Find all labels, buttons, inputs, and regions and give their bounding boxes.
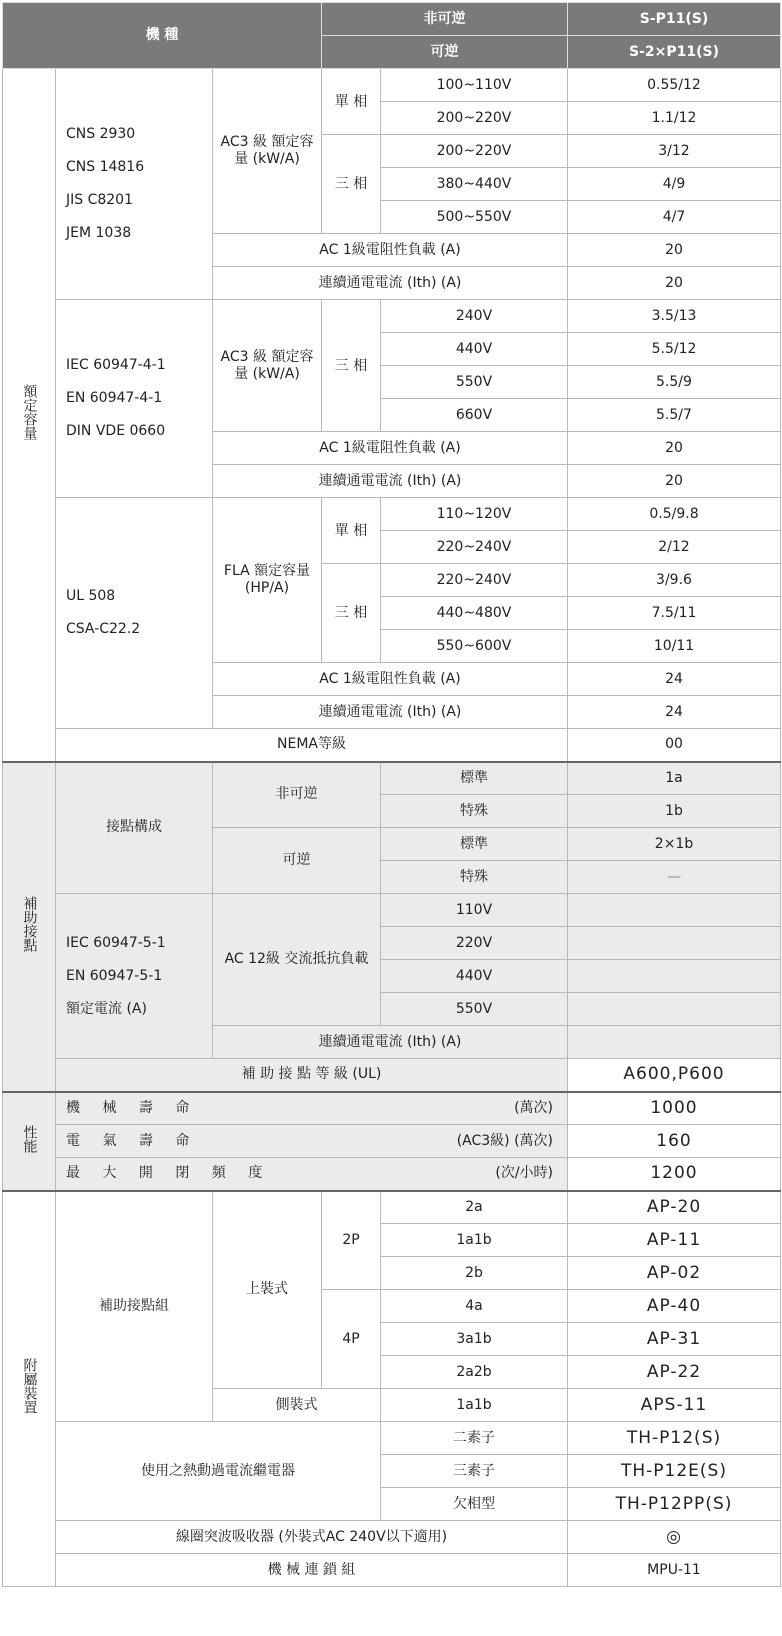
aux-contacts-text: 補助接點 xyxy=(21,896,38,952)
elec-life-label: 電 氣 壽 命 xyxy=(66,1132,199,1149)
value-cell: 10/11 xyxy=(568,630,781,663)
table-row xyxy=(3,762,781,795)
ith-label: 連續通電電流 (Ith) (A) xyxy=(213,696,568,729)
nema-value: 00 xyxy=(568,729,781,762)
value-cell: 5.5/9 xyxy=(568,366,781,399)
ac1-value: 24 xyxy=(568,663,781,696)
freq-cell xyxy=(56,1158,568,1191)
table-row xyxy=(3,69,781,102)
value-cell: 1b xyxy=(568,795,781,828)
aux-non-reversible-label: 非可逆 xyxy=(213,762,381,828)
value-cell xyxy=(568,894,781,927)
table-row xyxy=(3,1059,781,1092)
value-cell: 5.5/7 xyxy=(568,399,781,432)
voltage-cell: 660V xyxy=(381,399,568,432)
contact-config-label: 接點構成 xyxy=(56,762,213,894)
voltage-cell: 550V xyxy=(381,993,568,1026)
value-cell xyxy=(568,1026,781,1059)
ith-label: 連續通電電流 (Ith) (A) xyxy=(213,267,568,300)
voltage-cell: 110V xyxy=(381,894,568,927)
ith-label: 連續通電電流 (Ith) (A) xyxy=(213,465,568,498)
table-row xyxy=(3,300,781,333)
table-row xyxy=(3,1521,781,1554)
relay-model-cell: TH-P12E(S) xyxy=(568,1455,781,1488)
table-row xyxy=(3,1158,781,1191)
contact-cell: 1a1b xyxy=(381,1224,568,1257)
value-cell xyxy=(568,993,781,1026)
voltage-cell: 220~240V xyxy=(381,564,568,597)
freq-label: 最 大 開 閉 頻 度 xyxy=(66,1165,272,1182)
cns-standards xyxy=(56,69,213,300)
relay-model-cell: TH-P12(S) xyxy=(568,1422,781,1455)
surge-absorber-value: ◎ xyxy=(568,1521,781,1554)
contact-cell: 1a1b xyxy=(381,1389,568,1422)
ac1-value: 20 xyxy=(568,432,781,465)
mech-life-unit: (萬次) xyxy=(514,1099,553,1116)
rated-capacity-label xyxy=(3,69,56,762)
table-row xyxy=(3,1125,781,1158)
voltage-cell: 240V xyxy=(381,300,568,333)
performance-text: 性能 xyxy=(21,1124,38,1153)
aux-ith-label: 連續通電電流 (Ith) (A) xyxy=(213,1026,568,1059)
iec-standards xyxy=(56,300,213,498)
pole-2p-label: 2P xyxy=(322,1191,381,1290)
freq-value: 1200 xyxy=(568,1158,781,1191)
standard-label: 標準 xyxy=(381,828,568,861)
standard-item: CNS 2930 xyxy=(66,126,136,142)
nema-label: NEMA等級 xyxy=(56,729,568,762)
table-row xyxy=(3,498,781,531)
ac1-label: AC 1級電阻性負載 (A) xyxy=(213,663,568,696)
accessories-text: 附屬裝置 xyxy=(21,1358,38,1415)
voltage-cell: 100~110V xyxy=(381,69,568,102)
value-cell: 0.55/12 xyxy=(568,69,781,102)
performance-label xyxy=(3,1092,56,1191)
value-cell: 1.1/12 xyxy=(568,102,781,135)
ith-value: 20 xyxy=(568,465,781,498)
contact-cell: 2b xyxy=(381,1257,568,1290)
ith-value: 24 xyxy=(568,696,781,729)
value-cell: — xyxy=(568,861,781,894)
aux-contacts-label xyxy=(3,762,56,1092)
voltage-cell: 380~440V xyxy=(381,168,568,201)
table-row xyxy=(3,1191,781,1224)
contact-cell: 4a xyxy=(381,1290,568,1323)
standard-item: IEC 60947-5-1 xyxy=(66,934,166,951)
ith-value: 20 xyxy=(568,267,781,300)
standard-item: CNS 14816 xyxy=(66,159,145,175)
three-phase-label: 三 相 xyxy=(322,564,381,663)
value-cell: 2/12 xyxy=(568,531,781,564)
value-cell: 5.5/12 xyxy=(568,333,781,366)
three-phase-label: 三 相 xyxy=(322,300,381,432)
elec-life-cell xyxy=(56,1125,568,1158)
table-row xyxy=(3,729,781,762)
value-cell: 4/9 xyxy=(568,168,781,201)
relay-model-cell: TH-P12PP(S) xyxy=(568,1488,781,1521)
standard-item: IEC 60947-4-1 xyxy=(66,357,166,373)
value-cell: 3/9.6 xyxy=(568,564,781,597)
elec-life-value: 160 xyxy=(568,1125,781,1158)
aux-ul-value: A600,P600 xyxy=(568,1059,781,1092)
voltage-cell: 440V xyxy=(381,960,568,993)
top-mount-label: 上裝式 xyxy=(213,1191,322,1389)
value-cell: 4/7 xyxy=(568,201,781,234)
header-row xyxy=(3,3,781,36)
ac1-value: 20 xyxy=(568,234,781,267)
ac1-label: AC 1級電阻性負載 (A) xyxy=(213,432,568,465)
model-cell: APS-11 xyxy=(568,1389,781,1422)
standard-item: CSA-C22.2 xyxy=(66,621,141,637)
standard-item: DIN VDE 0660 xyxy=(66,423,166,439)
mech-life-label: 機 械 壽 命 xyxy=(66,1099,199,1116)
mech-life-cell xyxy=(56,1092,568,1125)
table-row xyxy=(3,1092,781,1125)
interlock-value: MPU-11 xyxy=(568,1554,781,1587)
ul-standards xyxy=(56,498,213,729)
model-non-reversible: S-P11(S) xyxy=(568,3,781,36)
aux-ul-label: 補 助 接 點 等 級 (UL) xyxy=(56,1059,568,1092)
accessories-label xyxy=(3,1191,56,1587)
reversible-label: 可逆 xyxy=(322,36,568,69)
model-cell: AP-40 xyxy=(568,1290,781,1323)
relay-type-cell: 三素子 xyxy=(381,1455,568,1488)
standard-label: 標準 xyxy=(381,762,568,795)
model-cell: AP-20 xyxy=(568,1191,781,1224)
interlock-label: 機 械 連 鎖 組 xyxy=(56,1554,568,1587)
voltage-cell: 440V xyxy=(381,333,568,366)
voltage-cell: 440~480V xyxy=(381,597,568,630)
standard-item: UL 508 xyxy=(66,588,116,604)
side-mount-label: 側裝式 xyxy=(213,1389,381,1422)
model-cell: AP-22 xyxy=(568,1356,781,1389)
model-cell: AP-02 xyxy=(568,1257,781,1290)
cns-capacity-label: AC3 級 額定容量 (kW/A) xyxy=(213,69,322,234)
table-row xyxy=(3,894,781,927)
value-cell xyxy=(568,927,781,960)
model-reversible: S-2×P11(S) xyxy=(568,36,781,69)
standard-item: JIS C8201 xyxy=(66,192,133,208)
voltage-cell: 220~240V xyxy=(381,531,568,564)
standard-item: JEM 1038 xyxy=(66,225,132,241)
contact-cell: 2a2b xyxy=(381,1356,568,1389)
standard-item: EN 60947-4-1 xyxy=(66,390,163,406)
model-cell: AP-31 xyxy=(568,1323,781,1356)
standard-item: 額定電流 (A) xyxy=(66,1000,147,1017)
model-label: 機 種 xyxy=(3,3,322,69)
model-cell: AP-11 xyxy=(568,1224,781,1257)
contact-cell: 2a xyxy=(381,1191,568,1224)
value-cell: 7.5/11 xyxy=(568,597,781,630)
relay-type-cell: 二素子 xyxy=(381,1422,568,1455)
voltage-cell: 550V xyxy=(381,366,568,399)
spec-table xyxy=(2,2,781,1587)
standard-item: EN 60947-5-1 xyxy=(66,967,163,984)
mech-life-value: 1000 xyxy=(568,1092,781,1125)
value-cell: 1a xyxy=(568,762,781,795)
non-reversible-label: 非可逆 xyxy=(322,3,568,36)
table-row xyxy=(3,1422,781,1455)
elec-life-unit: (AC3級) (萬次) xyxy=(456,1132,553,1149)
freq-unit: (次/小時) xyxy=(495,1165,553,1182)
aux-reversible-label: 可逆 xyxy=(213,828,381,894)
value-cell: 2×1b xyxy=(568,828,781,861)
value-cell: 3/12 xyxy=(568,135,781,168)
ac1-label: AC 1級電阻性負載 (A) xyxy=(213,234,568,267)
three-phase-label: 三 相 xyxy=(322,135,381,234)
special-label: 特殊 xyxy=(381,861,568,894)
aux-iec-standards xyxy=(56,894,213,1059)
iec-capacity-label: AC3 級 額定容量 (kW/A) xyxy=(213,300,322,432)
single-phase-label: 單 相 xyxy=(322,69,381,135)
ac12-label: AC 12級 交流抵抗負載 xyxy=(213,894,381,1026)
single-phase-label: 單 相 xyxy=(322,498,381,564)
voltage-cell: 110~120V xyxy=(381,498,568,531)
contact-cell: 3a1b xyxy=(381,1323,568,1356)
voltage-cell: 220V xyxy=(381,927,568,960)
voltage-cell: 200~220V xyxy=(381,135,568,168)
surge-absorber-label: 線圈突波吸收器 (外裝式AC 240V以下適用) xyxy=(56,1521,568,1554)
relay-type-cell: 欠相型 xyxy=(381,1488,568,1521)
relay-label: 使用之熱動過電流繼電器 xyxy=(56,1422,381,1521)
aux-block-label: 補助接點組 xyxy=(56,1191,213,1422)
rated-capacity-text: 額定容量 xyxy=(21,384,38,441)
voltage-cell: 200~220V xyxy=(381,102,568,135)
voltage-cell: 500~550V xyxy=(381,201,568,234)
value-cell: 3.5/13 xyxy=(568,300,781,333)
pole-4p-label: 4P xyxy=(322,1290,381,1389)
voltage-cell: 550~600V xyxy=(381,630,568,663)
special-label: 特殊 xyxy=(381,795,568,828)
value-cell xyxy=(568,960,781,993)
value-cell: 0.5/9.8 xyxy=(568,498,781,531)
table-row xyxy=(3,1554,781,1587)
ul-capacity-label: FLA 額定容量 (HP/A) xyxy=(213,498,322,663)
